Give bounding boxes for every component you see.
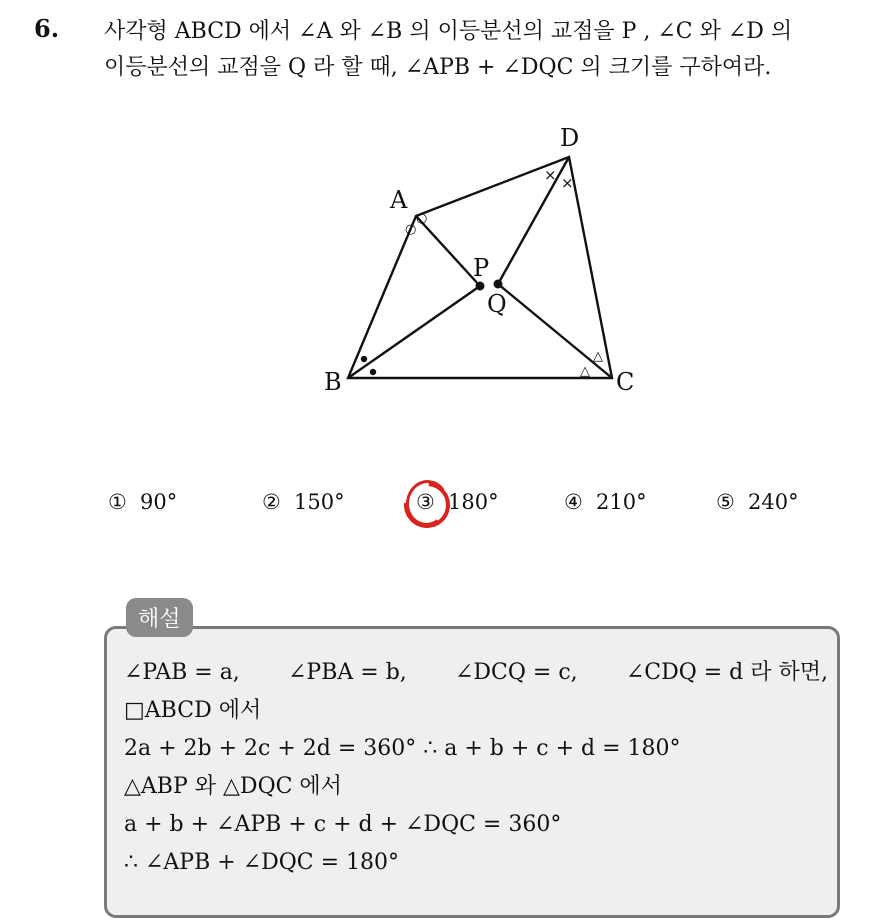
- label-b: B: [324, 368, 342, 396]
- bisector-a: [416, 216, 480, 286]
- choice-1-text: 90°: [140, 490, 178, 514]
- b-angle-dot-1: [361, 356, 367, 362]
- label-q: Q: [487, 290, 507, 318]
- solution-line-3: 2a + 2b + 2c + 2d = 360° ∴ a + b + c + d = 180°: [124, 736, 681, 761]
- choice-1[interactable]: [108, 490, 177, 514]
- choice-3-number: ③: [416, 490, 435, 514]
- choice-5[interactable]: [716, 490, 799, 514]
- choice-4[interactable]: [564, 490, 647, 514]
- point-p: [476, 282, 485, 291]
- d-angle-mark-2: ×: [561, 174, 574, 192]
- question-number: 6.: [34, 14, 60, 43]
- solution-line-2: □ABCD 에서: [124, 698, 262, 723]
- solution-line-1-part-4: ∠CDQ = d 라 하면,: [625, 660, 828, 685]
- solution-text: [124, 654, 830, 882]
- quadrilateral-figure: [0, 0, 884, 460]
- d-angle-mark-1: ×: [544, 166, 557, 184]
- solution-line-4: △ABP 와 △DQC 에서: [124, 774, 342, 799]
- question-line-2: 이등분선의 교점을 Q 라 할 때, ∠APB + ∠DQC 의 크기를 구하여라.: [104, 55, 772, 80]
- choice-2-number: ②: [262, 490, 281, 514]
- solution-line-1-part-3: ∠DCQ = c,: [454, 660, 578, 685]
- c-angle-mark-2: △: [580, 364, 590, 379]
- solution-line-1-part-2: ∠PBA = b,: [287, 660, 407, 685]
- choice-4-number: ④: [564, 490, 583, 514]
- b-angle-dot-2: [370, 369, 376, 375]
- a-angle-mark-2: ○: [405, 222, 417, 237]
- choice-4-text: 210°: [596, 490, 647, 514]
- label-c: C: [616, 368, 635, 396]
- solution-line-6: ∴ ∠APB + ∠DQC = 180°: [124, 850, 400, 875]
- choice-1-number: ①: [108, 490, 127, 514]
- choice-2-text: 150°: [294, 490, 345, 514]
- label-p: P: [473, 254, 490, 282]
- label-d: D: [560, 124, 580, 152]
- choice-5-number: ⑤: [716, 490, 735, 514]
- point-q: [494, 280, 503, 289]
- solution-tag: 해설: [126, 598, 193, 637]
- solution-line-5: a + b + ∠APB + c + d + ∠DQC = 360°: [124, 812, 562, 837]
- choice-3-text: 180°: [448, 490, 499, 514]
- solution-line-1-part-1: ∠PAB = a,: [124, 660, 240, 685]
- c-angle-mark-1: △: [593, 349, 603, 364]
- choice-2[interactable]: [262, 490, 345, 514]
- label-a: A: [390, 186, 408, 214]
- bisector-d: [498, 157, 569, 284]
- question-line-1: 사각형 ABCD 에서 ∠A 와 ∠B 의 이등분선의 교점을 P , ∠C 와 ∠D 의: [104, 19, 793, 44]
- choice-5-text: 240°: [748, 490, 799, 514]
- solution-line-1: [124, 654, 828, 692]
- a-angle-mark-1: ○: [416, 211, 428, 226]
